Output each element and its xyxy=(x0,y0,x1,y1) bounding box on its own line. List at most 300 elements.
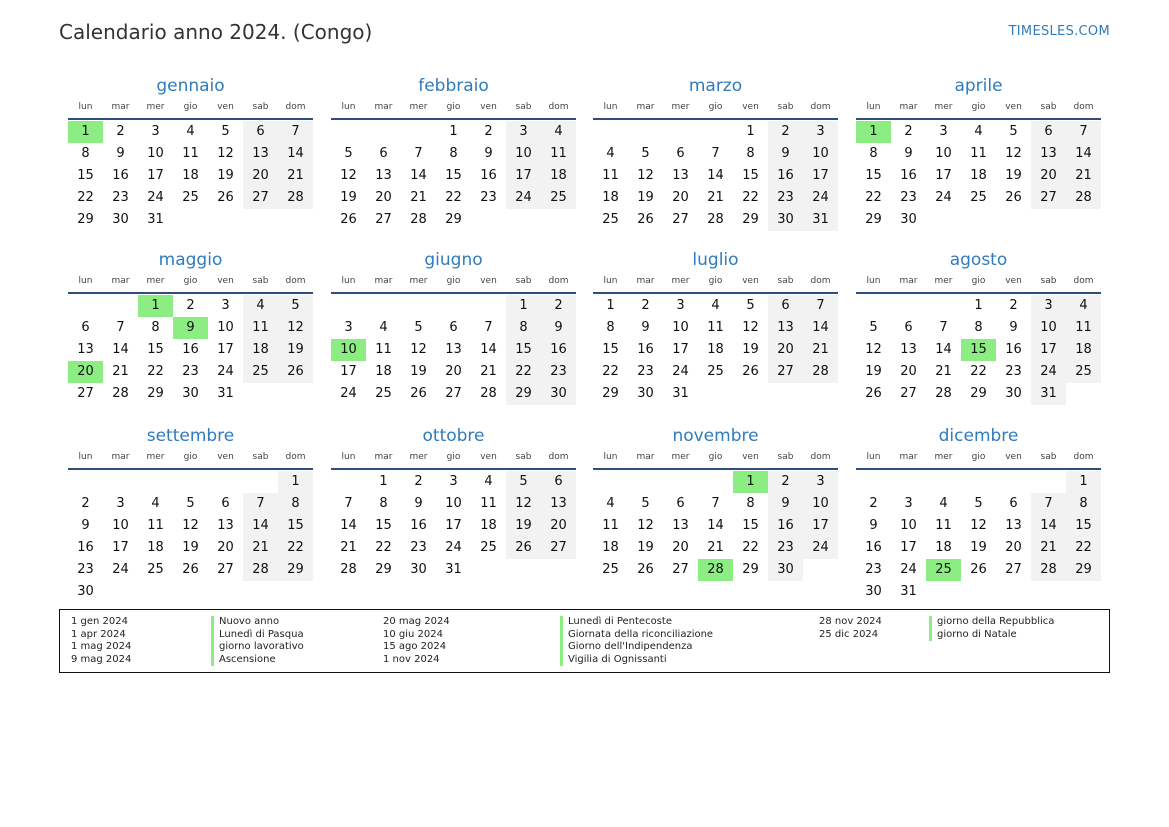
day-cell: 15 xyxy=(961,339,996,361)
day-cell: 25 xyxy=(1066,361,1101,383)
day-cell: 22 xyxy=(506,361,541,383)
weekday-header xyxy=(331,100,576,120)
empty-cell xyxy=(471,295,506,317)
weekday-header xyxy=(856,100,1101,120)
day-cell: 8 xyxy=(974,320,983,335)
day-cell: 26 xyxy=(182,562,199,577)
empty-cell xyxy=(278,383,313,405)
empty-cell xyxy=(68,471,103,493)
day-cell: 12 xyxy=(278,317,313,339)
day-cell: 23 xyxy=(637,364,654,379)
empty-cell xyxy=(593,471,628,493)
empty-cell xyxy=(331,295,366,317)
month-name: giugno xyxy=(424,250,483,270)
page-title: Calendario anno 2024. (Congo) xyxy=(59,20,373,44)
empty-cell xyxy=(926,471,961,493)
day-cell: 31 xyxy=(803,209,838,231)
day-cell: 24 xyxy=(803,537,838,559)
day-cell: 7 xyxy=(711,146,720,161)
empty-cell xyxy=(1031,581,1066,603)
empty-cell xyxy=(173,581,208,603)
weekday-label: dom xyxy=(285,452,306,462)
month-agosto xyxy=(856,248,1101,405)
day-cell: 13 xyxy=(1031,143,1066,165)
month-ottobre xyxy=(331,424,576,581)
day-cell: 30 xyxy=(768,209,803,231)
day-cell: 18 xyxy=(602,540,619,555)
day-cell: 11 xyxy=(707,320,724,335)
day-cell: 29 xyxy=(742,562,759,577)
weekday-label: dom xyxy=(1073,276,1094,286)
empty-cell xyxy=(436,295,471,317)
day-cell: 20 xyxy=(445,364,462,379)
weekday-label: dom xyxy=(548,102,569,112)
month-name: marzo xyxy=(688,76,743,96)
day-cell: 20 xyxy=(68,361,103,383)
empty-cell xyxy=(331,121,366,143)
day-cell: 17 xyxy=(112,540,129,555)
day-cell: 1 xyxy=(606,298,615,313)
weekday-label: mer xyxy=(934,452,953,462)
weekday-header xyxy=(593,274,838,294)
empty-cell xyxy=(1066,209,1101,231)
day-cell: 5 xyxy=(414,320,423,335)
empty-cell xyxy=(856,471,891,493)
day-cell: 15 xyxy=(445,168,462,183)
day-cell: 11 xyxy=(970,146,987,161)
weekday-label: sab xyxy=(777,102,794,112)
day-cell: 1 xyxy=(746,124,755,139)
day-cell: 15 xyxy=(278,515,313,537)
empty-cell xyxy=(891,471,926,493)
day-cell: 7 xyxy=(484,320,493,335)
day-cell: 19 xyxy=(637,540,654,555)
day-cell: 14 xyxy=(803,317,838,339)
weekday-label: lun xyxy=(341,276,356,286)
weekday-label: ven xyxy=(217,102,234,112)
day-cell: 5 xyxy=(1009,124,1018,139)
weekday-label: mer xyxy=(409,276,428,286)
day-grid xyxy=(593,295,838,405)
day-cell: 20 xyxy=(1005,540,1022,555)
day-cell: 18 xyxy=(147,540,164,555)
empty-cell xyxy=(471,559,506,581)
day-cell: 17 xyxy=(217,342,234,357)
weekday-label: ven xyxy=(742,452,759,462)
day-cell: 26 xyxy=(865,386,882,401)
day-cell: 1 xyxy=(138,295,173,317)
day-cell: 8 xyxy=(506,317,541,339)
day-cell: 10 xyxy=(445,496,462,511)
day-cell: 10 xyxy=(506,143,541,165)
day-cell: 17 xyxy=(1031,339,1066,361)
empty-cell xyxy=(138,471,173,493)
weekday-header xyxy=(331,274,576,294)
day-grid xyxy=(593,471,838,581)
day-cell: 7 xyxy=(243,493,278,515)
day-cell: 24 xyxy=(112,562,129,577)
day-cell: 19 xyxy=(970,540,987,555)
day-cell: 10 xyxy=(900,518,917,533)
weekday-label: dom xyxy=(810,452,831,462)
day-cell: 23 xyxy=(900,190,917,205)
empty-cell xyxy=(506,209,541,231)
day-cell: 23 xyxy=(865,562,882,577)
day-cell: 28 xyxy=(698,559,733,581)
weekday-label: dom xyxy=(285,276,306,286)
day-grid xyxy=(68,295,313,405)
day-cell: 31 xyxy=(1031,383,1066,405)
weekday-label: sab xyxy=(252,102,269,112)
weekday-label: ven xyxy=(217,452,234,462)
day-cell: 31 xyxy=(445,562,462,577)
legend-entry: 10 giu 2024 xyxy=(383,628,443,640)
day-cell: 25 xyxy=(602,212,619,227)
empty-cell xyxy=(103,471,138,493)
empty-cell xyxy=(961,581,996,603)
day-cell: 27 xyxy=(541,537,576,559)
day-cell: 12 xyxy=(865,342,882,357)
day-cell: 30 xyxy=(865,584,882,599)
weekday-label: mer xyxy=(934,276,953,286)
day-cell: 11 xyxy=(602,518,619,533)
day-cell: 28 xyxy=(243,559,278,581)
weekday-label: mer xyxy=(146,452,165,462)
day-cell: 21 xyxy=(1031,537,1066,559)
day-cell: 5 xyxy=(344,146,353,161)
weekday-label: lun xyxy=(603,102,618,112)
day-cell: 22 xyxy=(1066,537,1101,559)
day-grid xyxy=(68,471,313,603)
day-cell: 26 xyxy=(637,562,654,577)
day-cell: 27 xyxy=(77,386,94,401)
day-cell: 30 xyxy=(768,559,803,581)
day-cell: 18 xyxy=(602,190,619,205)
day-cell: 15 xyxy=(77,168,94,183)
day-cell: 15 xyxy=(506,339,541,361)
weekday-label: sab xyxy=(1040,276,1057,286)
weekday-label: sab xyxy=(515,452,532,462)
day-cell: 14 xyxy=(707,168,724,183)
month-febbraio xyxy=(331,74,576,231)
empty-cell xyxy=(331,471,366,493)
day-cell: 30 xyxy=(541,383,576,405)
weekday-label: lun xyxy=(341,452,356,462)
day-cell: 4 xyxy=(379,320,388,335)
day-cell: 9 xyxy=(869,518,878,533)
empty-cell xyxy=(173,209,208,231)
empty-cell xyxy=(768,383,803,405)
day-cell: 9 xyxy=(768,143,803,165)
day-cell: 3 xyxy=(344,320,353,335)
day-grid xyxy=(856,121,1101,231)
empty-cell xyxy=(1031,471,1066,493)
day-cell: 5 xyxy=(869,320,878,335)
day-cell: 24 xyxy=(935,190,952,205)
day-cell: 14 xyxy=(935,342,952,357)
legend-entry: 1 apr 2024 xyxy=(71,628,126,640)
day-cell: 21 xyxy=(340,540,357,555)
day-cell: 24 xyxy=(445,540,462,555)
day-cell: 16 xyxy=(865,540,882,555)
day-cell: 25 xyxy=(147,562,164,577)
day-cell: 25 xyxy=(182,190,199,205)
day-cell: 28 xyxy=(1031,559,1066,581)
empty-cell xyxy=(961,209,996,231)
day-cell: 6 xyxy=(449,320,458,335)
day-cell: 21 xyxy=(1066,165,1101,187)
weekday-label: ven xyxy=(480,102,497,112)
day-cell: 25 xyxy=(375,386,392,401)
day-cell: 25 xyxy=(243,361,278,383)
day-cell: 28 xyxy=(803,361,838,383)
day-cell: 28 xyxy=(1066,187,1101,209)
day-cell: 4 xyxy=(541,121,576,143)
day-cell: 9 xyxy=(484,146,493,161)
day-cell: 6 xyxy=(81,320,90,335)
weekday-label: mer xyxy=(934,102,953,112)
legend-entry: Lunedì di Pentecoste xyxy=(560,616,713,629)
day-cell: 11 xyxy=(1066,317,1101,339)
day-cell: 22 xyxy=(602,364,619,379)
weekday-label: sab xyxy=(515,102,532,112)
day-cell: 23 xyxy=(1005,364,1022,379)
day-cell: 2 xyxy=(414,474,423,489)
day-cell: 10 xyxy=(672,320,689,335)
empty-cell xyxy=(541,209,576,231)
day-cell: 12 xyxy=(410,342,427,357)
empty-cell xyxy=(663,471,698,493)
day-cell: 18 xyxy=(541,165,576,187)
empty-cell xyxy=(1066,581,1101,603)
day-cell: 7 xyxy=(803,295,838,317)
empty-cell xyxy=(243,383,278,405)
weekday-label: ven xyxy=(1005,452,1022,462)
day-cell: 22 xyxy=(742,190,759,205)
weekday-label: gio xyxy=(183,452,198,462)
day-cell: 8 xyxy=(869,146,878,161)
day-cell: 27 xyxy=(1005,562,1022,577)
weekday-label: mar xyxy=(899,276,918,286)
day-cell: 15 xyxy=(742,168,759,183)
weekday-label: lun xyxy=(866,452,881,462)
day-cell: 3 xyxy=(116,496,125,511)
day-cell: 9 xyxy=(641,320,650,335)
day-cell: 16 xyxy=(1005,342,1022,357)
day-cell: 22 xyxy=(970,364,987,379)
legend-entry: 25 dic 2024 xyxy=(819,628,879,640)
legend-entry: giorno lavorativo xyxy=(211,641,304,654)
day-grid xyxy=(68,121,313,231)
day-cell: 9 xyxy=(1009,320,1018,335)
weekday-label: mer xyxy=(671,102,690,112)
day-cell: 23 xyxy=(410,540,427,555)
day-cell: 2 xyxy=(768,471,803,493)
day-cell: 13 xyxy=(375,168,392,183)
day-cell: 3 xyxy=(676,298,685,313)
month-maggio xyxy=(68,248,313,405)
day-cell: 12 xyxy=(340,168,357,183)
weekday-label: gio xyxy=(708,452,723,462)
day-cell: 21 xyxy=(112,364,129,379)
day-cell: 8 xyxy=(1066,493,1101,515)
day-cell: 4 xyxy=(606,496,615,511)
day-cell: 20 xyxy=(672,540,689,555)
day-cell: 30 xyxy=(410,562,427,577)
day-cell: 26 xyxy=(1005,190,1022,205)
day-cell: 5 xyxy=(641,496,650,511)
day-cell: 21 xyxy=(243,537,278,559)
day-cell: 29 xyxy=(77,212,94,227)
weekday-label: mar xyxy=(111,276,130,286)
day-cell: 23 xyxy=(112,190,129,205)
day-cell: 3 xyxy=(506,121,541,143)
empty-cell xyxy=(663,121,698,143)
weekday-label: sab xyxy=(777,276,794,286)
day-cell: 6 xyxy=(243,121,278,143)
weekday-label: mar xyxy=(111,102,130,112)
month-name: maggio xyxy=(158,250,223,270)
day-cell: 26 xyxy=(410,386,427,401)
day-cell: 16 xyxy=(182,342,199,357)
weekday-header xyxy=(593,450,838,470)
day-cell: 19 xyxy=(278,339,313,361)
legend-names-1 xyxy=(211,616,304,666)
legend-entry: giorno della Repubblica xyxy=(929,616,1054,629)
day-cell: 10 xyxy=(331,339,366,361)
weekday-label: gio xyxy=(183,102,198,112)
day-cell: 16 xyxy=(637,342,654,357)
month-luglio xyxy=(593,248,838,405)
day-cell: 7 xyxy=(1066,121,1101,143)
day-cell: 17 xyxy=(803,165,838,187)
day-cell: 19 xyxy=(410,364,427,379)
day-cell: 28 xyxy=(480,386,497,401)
day-cell: 6 xyxy=(379,146,388,161)
day-cell: 25 xyxy=(926,559,961,581)
day-cell: 13 xyxy=(768,317,803,339)
day-cell: 10 xyxy=(803,143,838,165)
month-dicembre xyxy=(856,424,1101,603)
day-cell: 4 xyxy=(711,298,720,313)
empty-cell xyxy=(243,581,278,603)
day-cell: 11 xyxy=(243,317,278,339)
day-cell: 11 xyxy=(375,342,392,357)
day-cell: 17 xyxy=(672,342,689,357)
month-name: gennaio xyxy=(156,76,225,96)
day-cell: 9 xyxy=(414,496,423,511)
legend-entry: 28 nov 2024 xyxy=(819,616,882,627)
day-cell: 3 xyxy=(803,121,838,143)
empty-cell xyxy=(698,471,733,493)
weekday-label: gio xyxy=(708,102,723,112)
legend-entry: 20 mag 2024 xyxy=(383,616,450,627)
weekday-label: gio xyxy=(708,276,723,286)
day-cell: 29 xyxy=(602,386,619,401)
day-cell: 4 xyxy=(484,474,493,489)
day-cell: 2 xyxy=(1009,298,1018,313)
day-cell: 1 xyxy=(379,474,388,489)
empty-cell xyxy=(506,559,541,581)
legend-entry: 1 gen 2024 xyxy=(71,616,129,627)
day-cell: 16 xyxy=(541,339,576,361)
day-cell: 27 xyxy=(768,361,803,383)
day-cell: 19 xyxy=(217,168,234,183)
site-link[interactable]: TIMESLES.COM xyxy=(1008,24,1110,39)
day-cell: 4 xyxy=(939,496,948,511)
day-cell: 21 xyxy=(410,190,427,205)
empty-cell xyxy=(803,559,838,581)
weekday-label: mer xyxy=(146,276,165,286)
day-cell: 24 xyxy=(217,364,234,379)
day-cell: 20 xyxy=(375,190,392,205)
weekday-label: ven xyxy=(480,452,497,462)
day-cell: 27 xyxy=(900,386,917,401)
empty-cell xyxy=(471,209,506,231)
day-cell: 6 xyxy=(541,471,576,493)
weekday-label: dom xyxy=(1073,102,1094,112)
day-cell: 22 xyxy=(865,190,882,205)
day-cell: 6 xyxy=(1009,496,1018,511)
legend-names-3 xyxy=(929,616,1054,641)
day-cell: 8 xyxy=(746,496,755,511)
day-cell: 10 xyxy=(1031,317,1066,339)
day-cell: 11 xyxy=(480,496,497,511)
day-cell: 20 xyxy=(217,540,234,555)
day-cell: 2 xyxy=(641,298,650,313)
day-cell: 18 xyxy=(375,364,392,379)
empty-cell xyxy=(208,209,243,231)
weekday-label: gio xyxy=(971,452,986,462)
day-cell: 15 xyxy=(1066,515,1101,537)
empty-cell xyxy=(103,295,138,317)
empty-cell xyxy=(926,295,961,317)
day-cell: 6 xyxy=(221,496,230,511)
day-cell: 19 xyxy=(340,190,357,205)
day-cell: 17 xyxy=(803,515,838,537)
day-cell: 27 xyxy=(672,212,689,227)
day-cell: 18 xyxy=(480,518,497,533)
day-cell: 26 xyxy=(742,364,759,379)
empty-cell xyxy=(803,383,838,405)
day-cell: 25 xyxy=(480,540,497,555)
day-cell: 13 xyxy=(445,342,462,357)
day-cell: 6 xyxy=(676,496,685,511)
month-settembre xyxy=(68,424,313,603)
weekday-label: lun xyxy=(78,452,93,462)
weekday-header xyxy=(331,450,576,470)
weekday-label: mar xyxy=(374,276,393,286)
day-cell: 29 xyxy=(1066,559,1101,581)
day-cell: 12 xyxy=(506,493,541,515)
day-cell: 4 xyxy=(606,146,615,161)
day-cell: 13 xyxy=(217,518,234,533)
month-name: luglio xyxy=(692,250,739,270)
day-cell: 2 xyxy=(81,496,90,511)
legend-names-2 xyxy=(560,616,713,666)
day-cell: 24 xyxy=(672,364,689,379)
months-grid xyxy=(68,74,1103,604)
day-cell: 22 xyxy=(77,190,94,205)
day-grid xyxy=(331,121,576,231)
day-cell: 3 xyxy=(1031,295,1066,317)
day-cell: 16 xyxy=(77,540,94,555)
empty-cell xyxy=(926,209,961,231)
weekday-label: dom xyxy=(285,102,306,112)
day-cell: 12 xyxy=(217,146,234,161)
day-cell: 5 xyxy=(641,146,650,161)
day-cell: 22 xyxy=(278,537,313,559)
